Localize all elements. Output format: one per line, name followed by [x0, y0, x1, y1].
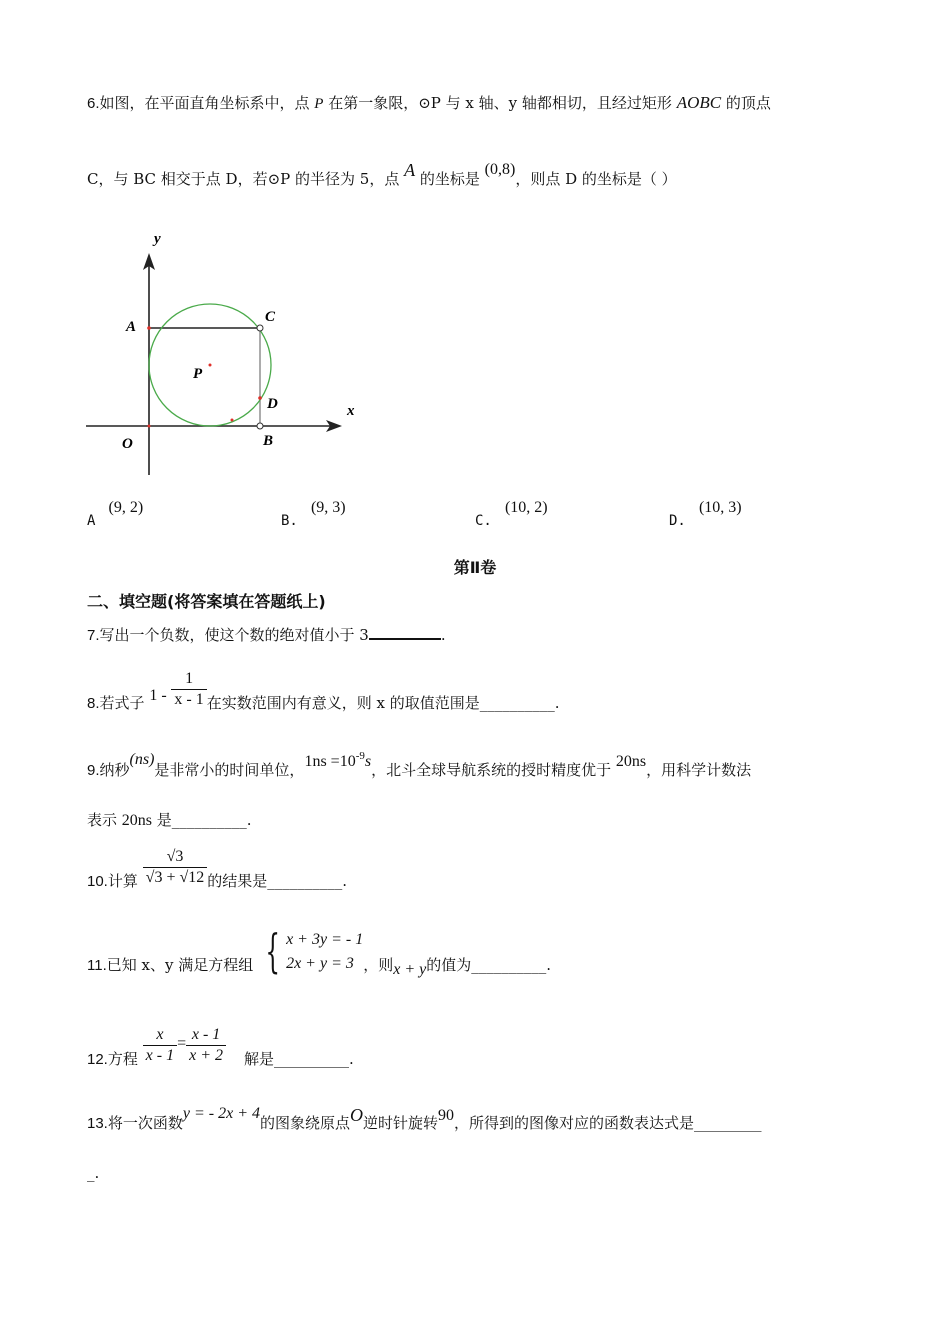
label-p: P	[193, 366, 203, 382]
label-b: B	[263, 433, 274, 449]
option-value: (10, 2)	[504, 499, 548, 516]
option-value: (10, 3)	[698, 499, 742, 516]
q10-fraction: $\frac{√3}{√3 + √12}$	[143, 848, 208, 887]
q10: 10.计算 $\frac{√3}{√3 + √12}$ 的结果是__________.	[87, 848, 348, 890]
q12-right-fraction: $\frac{x - 1}{x + 2}$	[186, 1026, 226, 1065]
q12-answer-blank[interactable]: __________	[274, 1049, 350, 1068]
q6-number: 6.	[87, 95, 100, 112]
q6-figure	[80, 225, 370, 485]
label-x: x	[347, 403, 355, 419]
label-d: D	[267, 396, 278, 412]
label-y: y	[154, 231, 161, 247]
q12: 12.方程 $\frac{x}{x - 1}$ = $\frac{x - 1}{x + 2}$ 解是__________.	[87, 1026, 354, 1068]
label-o: O	[122, 436, 133, 452]
q6-text: 如图，在平面直角坐标系中，点	[99, 94, 315, 112]
option-letter: A	[87, 513, 96, 529]
q13-answer-blank[interactable]: _________	[694, 1114, 762, 1132]
q6-option-a[interactable]	[87, 497, 144, 529]
volume-title: 第Ⅱ卷	[453, 558, 497, 577]
option-letter: C.	[475, 513, 492, 529]
q8: 8.若式子 1 - $\frac{1}{x - 1}$ 在实数范围内有意义，则 x 的取值范围是__________.	[87, 670, 560, 712]
option-value: (9, 2)	[108, 499, 144, 516]
point-a	[147, 326, 151, 330]
option-letter: D.	[669, 513, 686, 529]
q7-answer-blank[interactable]	[369, 624, 441, 640]
label-c: C	[265, 309, 276, 325]
q6-line2: C，与 BC 相交于点 D，若⊙P 的半径为 5，点 A 的坐标是 (0,8)，则点 D 的坐标是（ ）	[87, 160, 677, 188]
point-c	[257, 325, 263, 331]
point-b	[257, 423, 263, 429]
q9-answer-blank[interactable]: __________	[171, 811, 247, 829]
option-letter: B.	[281, 513, 298, 529]
q8-answer-blank[interactable]: __________	[479, 693, 555, 712]
tangent-point-x	[231, 419, 234, 422]
q13-line2: _.	[87, 1164, 100, 1182]
point-p	[209, 364, 212, 367]
q11-system: { x + 3y = - 1 2x + y = 3	[265, 924, 364, 978]
q12-left-fraction: $\frac{x}{x - 1}$	[143, 1026, 177, 1065]
q11-answer-blank[interactable]: __________	[471, 956, 547, 974]
point-o	[148, 425, 151, 428]
section-heading: 二、填空题(将答案填在答题纸上)	[87, 592, 326, 611]
q6-option-d[interactable]	[669, 497, 742, 529]
q11: 11.已知 x、y 满足方程组 { x + 3y = - 1 2x + y = 3 ，则x + y的值为__________.	[87, 924, 552, 978]
q6-option-b[interactable]	[281, 497, 346, 529]
q6-line1: 6.如图，在平面直角坐标系中，点 P 在第一象限，⊙P 与 x 轴、y 轴都相切，且经过矩形 AOBC 的顶点	[87, 93, 771, 112]
q9-line1: 9.纳秒(ns)是非常小的时间单位，$1ns =10^{-9}s$，北斗全球导航系统的授时精度优于 20ns，用科学计数法	[87, 750, 752, 779]
q8-fraction: $\frac{1}{x - 1}$	[171, 670, 206, 709]
label-a: A	[126, 319, 137, 335]
q13-line1: 13.将一次函数y = - 2x + 4的图象绕原点O逆时针旋转90，所得到的图像对应的函数表达式是_________	[87, 1105, 762, 1132]
q10-answer-blank[interactable]: __________	[267, 871, 343, 890]
q6-option-c[interactable]	[475, 497, 548, 529]
option-value: (9, 3)	[310, 499, 346, 516]
q7: 7.写出一个负数，使这个数的绝对值小于 3 .	[87, 626, 446, 644]
point-d	[258, 396, 262, 400]
q9-line2: 表示 20ns 是__________.	[87, 811, 252, 829]
